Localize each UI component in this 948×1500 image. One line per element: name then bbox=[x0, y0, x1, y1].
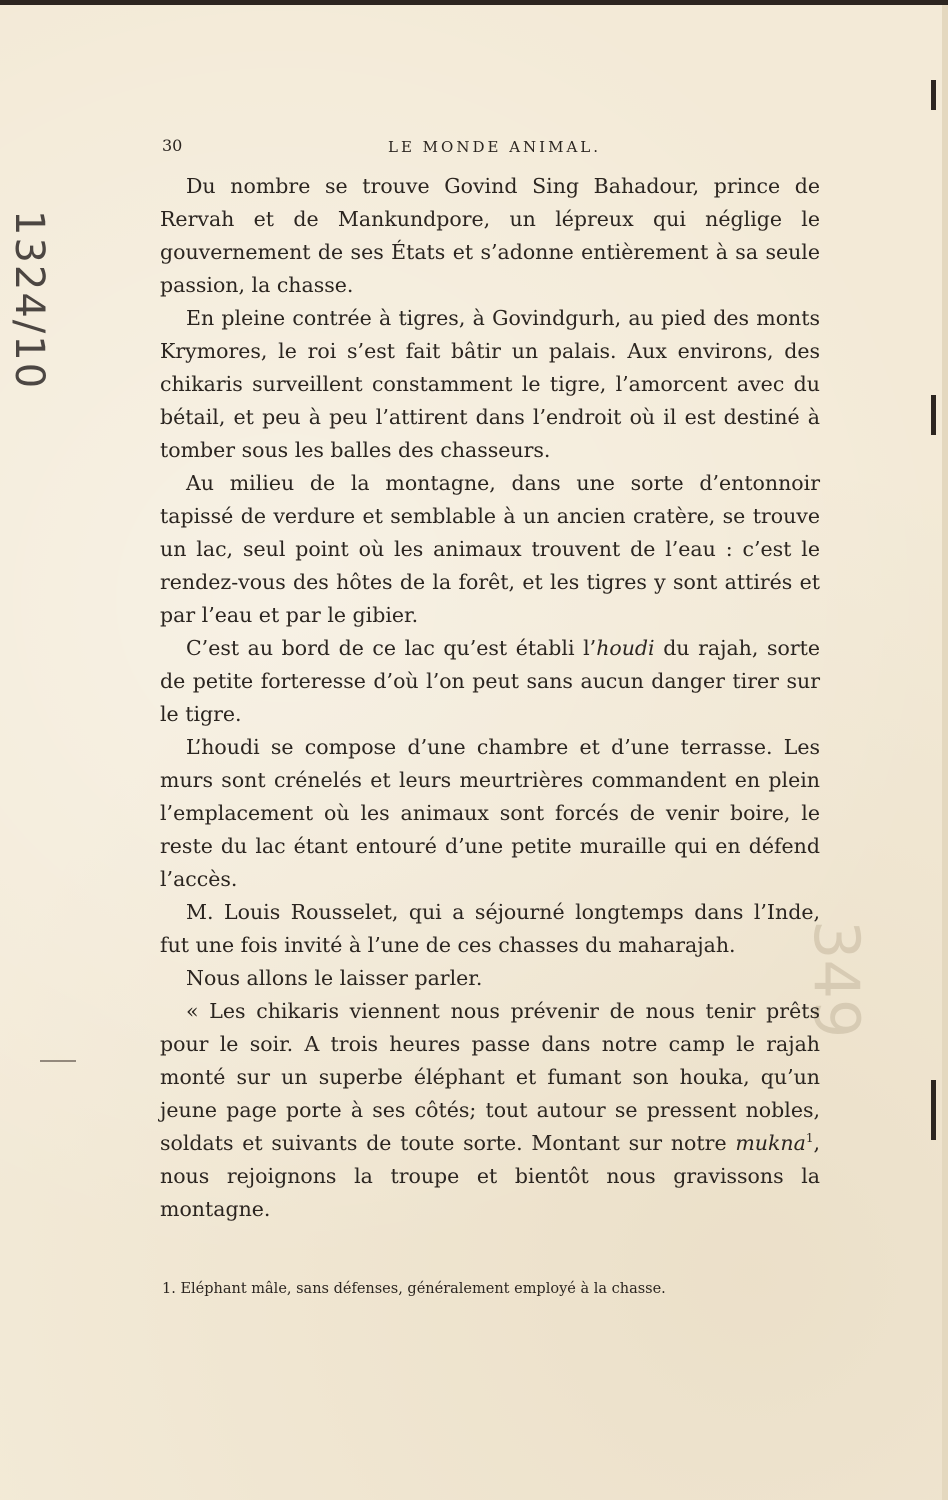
faint-stamp bbox=[800, 920, 878, 1070]
text-run: , nous rejoignons la troupe et bientôt nous gravissons la montagne. bbox=[160, 1131, 820, 1221]
right-edge-mark bbox=[931, 80, 936, 110]
paragraph: M. Louis Rousselet, qui a séjourné longtemps dans l’Inde, fut une fois invité à l’une de ces chasses du maharajah. bbox=[160, 900, 820, 957]
right-edge-mark bbox=[931, 395, 936, 435]
text-run: du rajah, sorte de petite forteresse d’où l’on peut sans aucun danger tirer sur le tigre. bbox=[160, 636, 820, 726]
paragraph: Du nombre se trouve Govind Sing Bahadour, prince de Rervah et de Mankundpore, un lépreux qui néglige le gouvernement de ses États et s’adonne entièrement à sa seule passion, la chasse. bbox=[160, 174, 820, 297]
page-header bbox=[160, 134, 780, 160]
faint-stamp-text: 349 bbox=[800, 920, 873, 1039]
paragraph-houdi bbox=[160, 632, 820, 731]
paragraph: Au milieu de la montagne, dans une sorte d’entonnoir tapissé de verdure et semblable à un ancien cratère, se trouve un lac, seul point où les animaux trouvent de l’eau : c’est le rendez-vous des hôtes de la forêt, et les tigres y sont attirés et par l’eau et par le gibier. bbox=[160, 471, 820, 627]
body-text bbox=[160, 170, 820, 1226]
paragraph: Nous allons le laisser parler. bbox=[186, 966, 483, 990]
paragraph-mukna bbox=[160, 995, 820, 1226]
page-top-edge bbox=[0, 0, 948, 5]
italic-term: mukna bbox=[735, 1131, 806, 1155]
handwritten-annotation-text: 1324/10 bbox=[6, 210, 52, 391]
margin-mark bbox=[40, 1060, 76, 1062]
footnote: 1. Eléphant mâle, sans défenses, généralement employé à la chasse. bbox=[162, 1281, 666, 1297]
handwritten-annotation bbox=[6, 150, 132, 391]
paragraph: En pleine contrée à tigres, à Govindgurh, au pied des monts Krymores, le roi s’est fait bâtir un palais. Aux environs, des chikaris surveillent constamment le tigre, l’amorcent avec du bétail, et peu à peu l’attirent dans l’endroit où il est destiné à tomber sous les balles des chasseurs. bbox=[160, 306, 820, 462]
text-run: C’est au bord de ce lac qu’est établi l’ bbox=[186, 636, 597, 660]
italic-term: houdi bbox=[596, 636, 655, 660]
text-run: « Les chikaris viennent nous prévenir de nous tenir prêts pour le soir. A trois heures passe dans notre camp le rajah monté sur un superbe éléphant et fumant son houka, qu’un jeune page porte à ses côtés; tout autour se pressent nobles, soldats et suivants de toute sorte. Montant sur notre bbox=[160, 999, 820, 1155]
page-number: 30 bbox=[162, 136, 183, 155]
running-title: LE MONDE ANIMAL. bbox=[388, 138, 602, 156]
footnote-reference: 1 bbox=[805, 1131, 814, 1146]
paragraph: L’houdi se compose d’une chambre et d’une terrasse. Les murs sont crénelés et leurs meurtrières commandent en plein l’emplacement où les animaux sont forcés de venir boire, le reste du lac étant entouré d’une petite muraille qui en défend l’accès. bbox=[160, 735, 820, 891]
right-edge-mark bbox=[931, 1080, 936, 1140]
